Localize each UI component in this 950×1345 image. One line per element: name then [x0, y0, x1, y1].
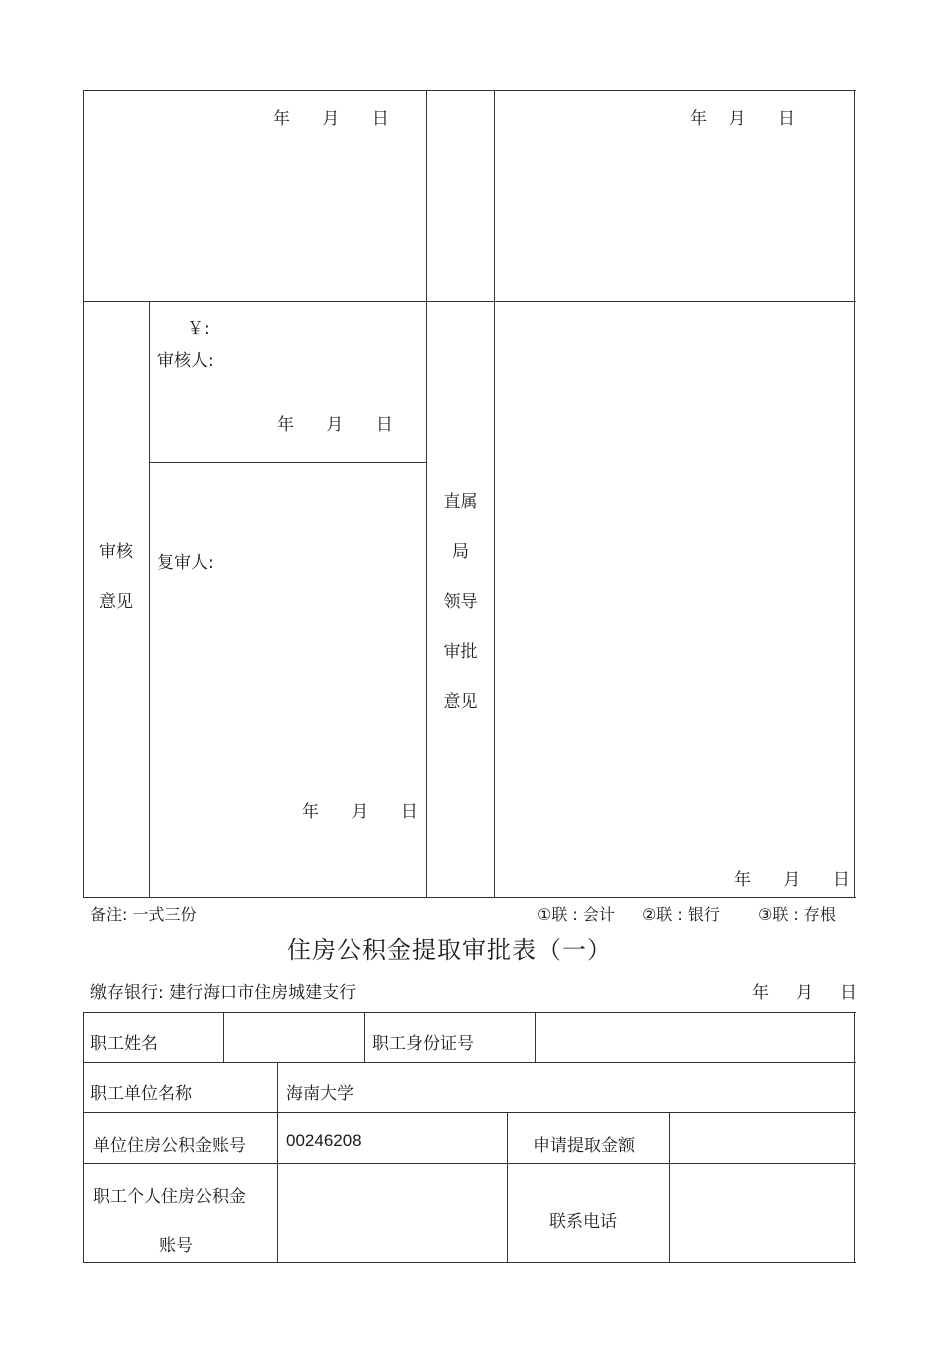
review-sub-divider [149, 462, 427, 463]
upper-form-col-divider-2 [494, 90, 495, 898]
re-reviewer-date: 年 月 日 [302, 802, 418, 822]
upper-form-left-border [83, 90, 84, 898]
copy-accounting-note: ①联 : 会计 [537, 905, 615, 924]
bureau-leader-label-line2: 局 [452, 542, 469, 562]
reviewer-date: 年 月 日 [277, 415, 393, 435]
table-row-line-1 [83, 1062, 856, 1063]
upper-form-bottom-border [83, 897, 856, 898]
table-left-border [83, 1012, 84, 1263]
withdraw-amount-label: 申请提取金额 [533, 1136, 635, 1156]
bureau-leader-label-line1: 直属 [443, 492, 478, 512]
table-right-border [854, 1012, 855, 1263]
amount-field[interactable] [215, 314, 245, 334]
review-opinion-label-line1: 审核 [99, 542, 133, 562]
top-right-date: 年 月 日 [690, 109, 796, 129]
review-opinion-label-line2: 意见 [99, 592, 133, 612]
form-title: 住房公积金提取审批表（一） [287, 936, 612, 964]
row1-divider-1 [223, 1012, 224, 1063]
bureau-leader-label-line4: 审批 [443, 642, 478, 662]
id-number-field[interactable] [542, 1029, 847, 1049]
review-opinion-label [84, 527, 148, 627]
table-top-border [83, 1012, 856, 1013]
header-date: 年 月 日 [752, 983, 858, 1003]
table-bottom-border [83, 1262, 856, 1263]
phone-label: 联系电话 [549, 1212, 617, 1232]
bureau-date: 年 月 日 [734, 870, 850, 890]
upper-form-right-border [854, 90, 855, 898]
unit-account-field[interactable]: 00246208 [286, 1131, 362, 1150]
employee-name-field[interactable] [230, 1029, 358, 1049]
amount-label: ￥: [187, 319, 210, 339]
upper-form-row-divider [83, 301, 856, 302]
rows34-divider-2 [669, 1112, 670, 1263]
re-reviewer-field[interactable] [222, 548, 252, 568]
rows34-divider-1 [507, 1112, 508, 1263]
employer-label: 职工单位名称 [90, 1084, 192, 1104]
withdraw-amount-field[interactable] [676, 1131, 846, 1151]
upper-form-top-border [83, 90, 856, 91]
row1-divider-2 [364, 1012, 365, 1063]
table-row-line-2 [83, 1112, 856, 1113]
personal-account-label-line2: 账号 [159, 1236, 193, 1256]
row1-divider-3 [535, 1012, 536, 1063]
unit-account-label: 单位住房公积金账号 [93, 1136, 246, 1156]
reviewer-label: 审核人: [157, 351, 214, 371]
personal-account-label-line1: 职工个人住房公积金 [93, 1187, 246, 1207]
phone-field[interactable] [676, 1207, 846, 1227]
label-col-divider [277, 1062, 278, 1263]
id-number-label: 职工身份证号 [372, 1034, 474, 1054]
copy-bank-note: ②联 : 银行 [642, 905, 720, 924]
bureau-leader-label [427, 477, 494, 727]
bureau-leader-label-line5: 意见 [443, 692, 478, 712]
re-reviewer-label: 复审人: [157, 553, 214, 573]
top-left-date: 年 月 日 [273, 109, 389, 129]
reviewer-field[interactable] [222, 346, 252, 366]
table-row-line-3 [83, 1163, 856, 1164]
review-label-col-divider [149, 301, 150, 898]
remark-note: 备注: 一式三份 [90, 905, 197, 924]
employee-name-label: 职工姓名 [90, 1034, 158, 1054]
bureau-leader-label-line3: 领导 [443, 592, 478, 612]
personal-account-field[interactable] [286, 1205, 498, 1225]
employer-field[interactable]: 海南大学 [286, 1084, 354, 1104]
deposit-bank-label: 缴存银行: 建行海口市住房城建支行 [90, 983, 357, 1003]
copy-stub-note: ③联 : 存根 [758, 905, 836, 924]
